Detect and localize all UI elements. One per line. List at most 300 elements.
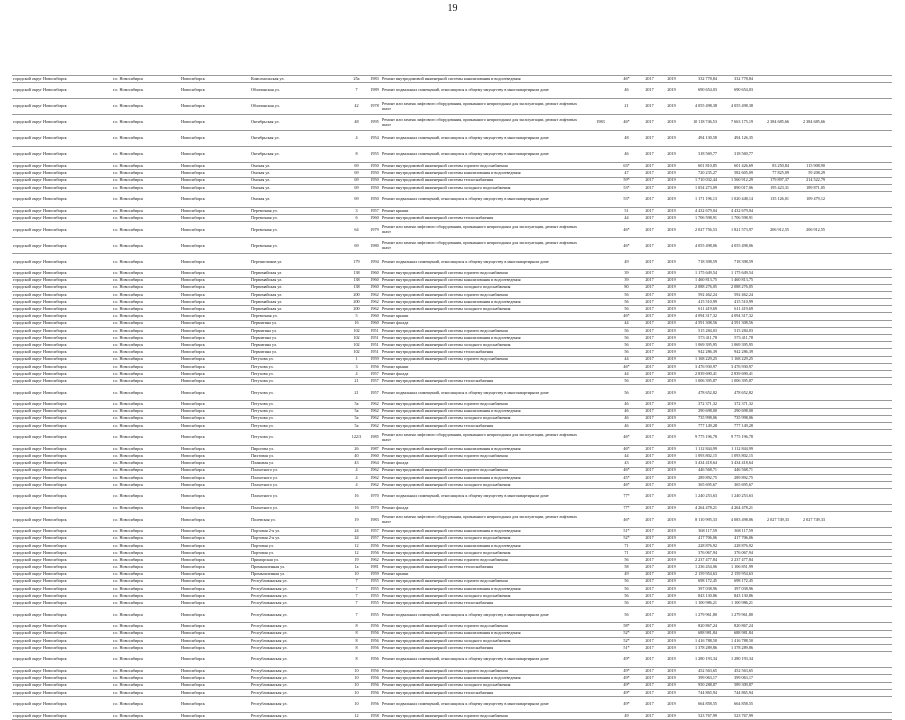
total-cost-cell: 1 100 986,21 (695, 601, 717, 606)
work-type-cell: Ремонт или замена лифтового оборудования, признанного непригодным для эксплуатации, ремонт лифтовых шахт (382, 241, 578, 250)
locality-cell: Новосибирск (181, 104, 205, 109)
city-district-cell: г.о. Новосибирск (113, 227, 144, 232)
locality-cell: Новосибирск (181, 572, 205, 577)
build-year-cell: 1956 (370, 364, 379, 369)
cost-part-1-cell: 365 695,67 (734, 482, 753, 487)
total-cost-cell: 820 867,24 (698, 624, 717, 629)
street-cell: Плахотного ул. (251, 494, 278, 499)
build-year-cell: 1950 (370, 178, 379, 183)
street-cell: Омская ул. (251, 163, 271, 168)
end-year-cell: 2019 (667, 350, 676, 355)
city-district-cell: г.о. Новосибирск (113, 197, 144, 202)
work-type-cell: Ремонт внутридомовой инженерной системы канализования и водоотведения (382, 529, 521, 534)
total-cost-cell: 843 130,86 (698, 593, 717, 598)
street-cell: Плахотного ул. (251, 475, 278, 480)
cost-part-1-cell: 690 654,03 (734, 88, 753, 93)
total-cost-cell: 415 510,99 (698, 299, 717, 304)
city-district-cell: г.о. Новосибирск (113, 378, 144, 383)
table-row (12, 82, 892, 98)
city-district-cell: г.о. Новосибирск (113, 572, 144, 577)
table-row (12, 467, 892, 474)
total-cost-cell: 397 038,96 (698, 586, 717, 591)
street-cell: Первомайская ул. (251, 299, 283, 304)
build-year-cell: 1956 (370, 683, 379, 688)
district-cell: городской округ Новосибирск (13, 638, 67, 643)
district-cell: городской округ Новосибирск (13, 550, 67, 555)
table-row (12, 459, 892, 466)
house-number-cell: 64 (354, 227, 359, 232)
table-row (12, 114, 892, 130)
cost-part-1-cell: 1 168 229,25 (731, 357, 753, 362)
quantity-cell: 49* (623, 690, 630, 695)
cost-part-2-cell: 135 126,01 (770, 197, 789, 202)
quantity-cell: 46* (623, 243, 630, 248)
quantity-cell: 56 (624, 557, 629, 562)
start-year-cell: 2017 (645, 178, 654, 183)
cost-part-1-cell: 1 706 598,91 (731, 215, 753, 220)
district-cell: городской округ Новосибирск (13, 543, 67, 548)
quantity-cell: 49* (623, 668, 630, 673)
street-cell: Портовая ул. (251, 543, 274, 548)
cost-part-1-cell: 777 149,28 (734, 423, 753, 428)
work-type-cell: Ремонт внутридомовой инженерной системы канализования и водоотведения (382, 543, 521, 548)
end-year-cell: 2019 (667, 215, 676, 220)
city-district-cell: г.о. Новосибирск (113, 550, 144, 555)
street-cell: Республиканская ул. (251, 657, 288, 662)
cost-part-1-cell: 2 088 276,05 (731, 285, 753, 290)
work-type-cell: Ремонт внутридомовой инженерной системы холодного водоснабжения (382, 416, 511, 421)
table-row (12, 277, 892, 284)
locality-cell: Новосибирск (181, 638, 205, 643)
city-district-cell: г.о. Новосибирск (113, 292, 144, 297)
start-year-cell: 2017 (645, 494, 654, 499)
street-cell: Портовая ул. (251, 550, 274, 555)
quantity-cell: 49 (624, 713, 629, 718)
locality-cell: Новосибирск (181, 612, 205, 617)
work-type-cell: Ремонт внутридомовой инженерной системы канализования и водоотведения (382, 409, 521, 414)
build-year-cell: 1960 (370, 285, 379, 290)
city-district-cell: г.о. Новосибирск (113, 475, 144, 480)
quantity-cell: 49* (623, 657, 630, 662)
locality-cell: Новосибирск (181, 482, 205, 487)
city-district-cell: г.о. Новосибирск (113, 461, 144, 466)
work-type-cell: Ремонт подвальных помещений, относящихся к общему имуществу в многоквартирном доме (382, 88, 549, 93)
work-type-cell: Ремонт внутридомовой инженерной системы теплоснабжения (382, 423, 494, 428)
work-type-cell: Ремонт внутридомовой инженерной системы холодного водоснабжения (382, 482, 511, 487)
quantity-cell: 49 (624, 259, 629, 264)
street-cell: Республиканская ул. (251, 631, 288, 636)
house-number-cell: 43 (354, 461, 359, 466)
build-year-cell: 1956 (370, 690, 379, 695)
start-year-cell: 2017 (645, 307, 654, 312)
cost-part-1-cell: 9 775 196,78 (731, 435, 753, 440)
end-year-cell: 2019 (667, 579, 676, 584)
end-year-cell: 2019 (667, 550, 676, 555)
street-cell: Портовая 2-я ул. (251, 529, 281, 534)
total-cost-cell: 698 172,45 (698, 579, 717, 584)
city-district-cell: г.о. Новосибирск (113, 163, 144, 168)
work-type-cell: Ремонт или замена лифтового оборудования, признанного непригодным для эксплуатации, ремонт лифтовых шахт (382, 118, 578, 127)
cost-part-3-cell: 59 208,29 (808, 171, 825, 176)
quantity-cell: 77* (623, 505, 630, 510)
house-number-cell: 200 (353, 292, 360, 297)
district-cell: городской округ Новосибирск (13, 271, 67, 276)
cost-part-1-cell: 1 560 912,29 (731, 178, 753, 183)
quantity-cell: 56 (624, 579, 629, 584)
table-row (12, 75, 892, 82)
locality-cell: Новосибирск (181, 645, 205, 650)
start-year-cell: 2017 (645, 371, 654, 376)
work-type-cell: Ремонт крыши (382, 314, 409, 319)
total-cost-cell: 1 240 253,63 (695, 494, 717, 499)
city-district-cell: г.о. Новосибирск (113, 402, 144, 407)
street-cell: Пермитина ул. (251, 321, 278, 326)
build-year-cell: 1951 (370, 335, 379, 340)
total-cost-cell: 1 416 788,50 (695, 638, 717, 643)
total-cost-cell: 10 118 746,53 (693, 120, 717, 125)
street-cell: Республиканская ул. (251, 683, 288, 688)
end-year-cell: 2019 (667, 152, 676, 157)
quantity-cell: 44 (624, 321, 629, 326)
start-year-cell: 2017 (645, 612, 654, 617)
district-cell: городской округ Новосибирск (13, 243, 67, 248)
build-year-cell: 1959 (370, 357, 379, 362)
district-cell: городской округ Новосибирск (13, 364, 67, 369)
cost-part-1-cell: 399 063,17 (734, 676, 753, 681)
district-cell: городской округ Новосибирск (13, 350, 67, 355)
city-district-cell: г.о. Новосибирск (113, 178, 144, 183)
house-number-cell: 102 (353, 342, 360, 347)
quantity-cell: 46* (623, 76, 630, 81)
locality-cell: Новосибирск (181, 314, 205, 319)
city-district-cell: г.о. Новосибирск (113, 536, 144, 541)
work-type-cell: Ремонт внутридомовой инженерной системы теплоснабжения (382, 565, 494, 570)
district-cell: городской округ Новосибирск (13, 475, 67, 480)
cost-part-3-cell: 206 912,55 (806, 227, 825, 232)
city-district-cell: г.о. Новосибирск (113, 185, 144, 190)
start-year-cell: 2017 (645, 409, 654, 414)
total-cost-cell: 376 067,94 (698, 550, 717, 555)
quantity-cell: 53* (623, 185, 630, 190)
cost-part-1-cell: 228 876,92 (734, 543, 753, 548)
locality-cell: Новосибирск (181, 357, 205, 362)
total-cost-cell: 950 288,87 (698, 683, 717, 688)
district-cell: городской округ Новосибирск (13, 601, 67, 606)
house-number-cell: 7 (355, 612, 358, 617)
start-year-cell: 2017 (645, 668, 654, 673)
total-cost-cell: 4 094 317,32 (695, 314, 717, 319)
end-year-cell: 2019 (667, 543, 676, 548)
table-row (12, 146, 892, 162)
build-year-cell: 1962 (370, 299, 379, 304)
district-cell: городской округ Новосибирск (13, 227, 67, 232)
house-number-cell: 4 (355, 371, 358, 376)
house-number-cell: 69 (354, 243, 359, 248)
cost-part-1-cell: 372 371,32 (734, 402, 753, 407)
cost-part-1-cell: 1 112 844,99 (731, 446, 753, 451)
start-year-cell: 2017 (645, 328, 654, 333)
start-year-cell: 2017 (645, 683, 654, 688)
work-type-cell: Ремонт внутридомовой инженерной системы горячего водоснабжения (382, 402, 508, 407)
street-cell: Первомайская ул. (251, 278, 283, 283)
table-row (12, 599, 892, 606)
city-district-cell: г.о. Новосибирск (113, 586, 144, 591)
total-cost-cell: 720 235,27 (698, 171, 717, 176)
cost-part-3-cell: 2 384 685,66 (803, 120, 825, 125)
street-cell: Республиканская ул. (251, 676, 288, 681)
start-year-cell: 2017 (645, 208, 654, 213)
table-row (12, 327, 892, 334)
cost-part-1-cell: 601 426,69 (734, 163, 753, 168)
district-cell: городской округ Новосибирск (13, 557, 67, 562)
locality-cell: Новосибирск (181, 378, 205, 383)
build-year-cell: 1985 (370, 435, 379, 440)
house-number-cell: 7 (355, 88, 358, 93)
cost-part-1-cell: 397 038,96 (734, 586, 753, 591)
total-cost-cell: 368 117,59 (698, 529, 717, 534)
work-type-cell: Ремонт фасада (382, 505, 409, 510)
table-row (12, 637, 892, 644)
table-row (12, 184, 892, 191)
table-row (12, 214, 892, 221)
work-type-cell: Ремонт внутридомовой инженерной системы горячего водоснабжения (382, 468, 508, 473)
table-row (12, 191, 892, 207)
quantity-cell: 71 (624, 543, 629, 548)
cost-part-1-cell: 592 462,24 (734, 292, 753, 297)
district-cell: городской округ Новосибирск (13, 292, 67, 297)
build-year-cell: 1983 (370, 76, 379, 81)
work-type-cell: Ремонт внутридомовой инженерной системы теплоснабжения (382, 601, 494, 606)
house-number-cell: 4 (355, 482, 358, 487)
end-year-cell: 2019 (667, 557, 676, 562)
locality-cell: Новосибирск (181, 683, 205, 688)
locality-cell: Новосибирск (181, 454, 205, 459)
table-row (12, 667, 892, 674)
district-cell: городской округ Новосибирск (13, 565, 67, 570)
locality-cell: Новосибирск (181, 285, 205, 290)
locality-cell: Новосибирск (181, 543, 205, 548)
table-row (12, 221, 892, 237)
cost-part-1-cell: 368 117,59 (734, 529, 753, 534)
start-year-cell: 2017 (645, 321, 654, 326)
locality-cell: Новосибирск (181, 243, 205, 248)
cost-part-1-cell: 843 130,86 (734, 593, 753, 598)
locality-cell: Новосибирск (181, 475, 205, 480)
table-row (12, 682, 892, 689)
quantity-cell: 56 (624, 390, 629, 395)
cost-part-1-cell: 573 411,78 (734, 335, 753, 340)
end-year-cell: 2019 (667, 645, 676, 650)
end-year-cell: 2019 (667, 586, 676, 591)
start-year-cell: 2017 (645, 435, 654, 440)
table-row (12, 549, 892, 556)
end-year-cell: 2019 (667, 364, 676, 369)
house-number-cell: 8 (355, 638, 358, 643)
total-cost-cell: 3 434 418,64 (695, 461, 717, 466)
street-cell: Республиканская ул. (251, 593, 288, 598)
start-year-cell: 2017 (645, 517, 654, 522)
total-cost-cell: 1 112 844,99 (695, 446, 717, 451)
table-row (12, 651, 892, 667)
cost-part-1-cell: 332 778,84 (734, 76, 753, 81)
district-cell: городской округ Новосибирск (13, 335, 67, 340)
quantity-cell: 46* (623, 446, 630, 451)
city-district-cell: г.о. Новосибирск (113, 645, 144, 650)
build-year-cell: 1955 (370, 601, 379, 606)
start-year-cell: 2017 (645, 227, 654, 232)
build-year-cell: 1994 (370, 259, 379, 264)
end-year-cell: 2019 (667, 690, 676, 695)
house-number-cell: 10 (354, 690, 359, 695)
district-cell: городской округ Новосибирск (13, 676, 67, 681)
district-cell: городской округ Новосибирск (13, 572, 67, 577)
locality-cell: Новосибирск (181, 713, 205, 718)
locality-cell: Новосибирск (181, 342, 205, 347)
table-row (12, 674, 892, 681)
build-year-cell: 1978 (370, 104, 379, 109)
city-district-cell: г.о. Новосибирск (113, 357, 144, 362)
street-cell: Первомайская ул. (251, 292, 283, 297)
total-cost-cell: 744 865,94 (698, 690, 717, 695)
house-number-cell: 21 (354, 378, 359, 383)
street-cell: Петухова ул. (251, 423, 274, 428)
district-cell: городской округ Новосибирск (13, 645, 67, 650)
street-cell: Пермитина ул. (251, 328, 278, 333)
locality-cell: Новосибирск (181, 271, 205, 276)
locality-cell: Новосибирск (181, 136, 205, 141)
cost-part-1-cell: 1 280 193,34 (731, 657, 753, 662)
total-cost-cell: 523 767,99 (698, 713, 717, 718)
work-type-cell: Ремонт крыши (382, 364, 409, 369)
house-number-cell: 69 (354, 171, 359, 176)
cost-part-2-cell: 2 384 685,66 (767, 120, 789, 125)
locality-cell: Новосибирск (181, 227, 205, 232)
street-cell: Петухова ул. (251, 390, 274, 395)
build-year-cell: 1962 (370, 557, 379, 562)
street-cell: Приморская ул. (251, 557, 279, 562)
house-number-cell: 25а (353, 76, 360, 81)
cost-part-1-cell: 589 309,87 (734, 683, 753, 688)
build-year-cell: 1957 (370, 378, 379, 383)
build-year-cell: 1981 (370, 565, 379, 570)
start-year-cell: 2017 (645, 631, 654, 636)
district-cell: городской округ Новосибирск (13, 88, 67, 93)
street-cell: Республиканская ул. (251, 702, 288, 707)
total-cost-cell: 372 371,32 (698, 402, 717, 407)
total-cost-cell: 1 168 229,25 (695, 357, 717, 362)
start-year-cell: 2017 (645, 454, 654, 459)
start-year-cell: 2017 (645, 638, 654, 643)
quantity-cell: 56 (624, 612, 629, 617)
house-number-cell: 5а (354, 409, 359, 414)
city-district-cell: г.о. Новосибирск (113, 328, 144, 333)
locality-cell: Новосибирск (181, 505, 205, 510)
end-year-cell: 2019 (667, 494, 676, 499)
total-cost-cell: 573 411,78 (698, 335, 717, 340)
house-number-cell: 8 (355, 624, 358, 629)
locality-cell: Новосибирск (181, 171, 205, 176)
district-cell: городской округ Новосибирск (13, 197, 67, 202)
work-type-cell: Ремонт подвальных помещений, относящихся к общему имуществу в многоквартирном доме (382, 136, 549, 141)
street-cell: Плановая ул. (251, 461, 275, 466)
quantity-cell: 49* (623, 676, 630, 681)
locality-cell: Новосибирск (181, 423, 205, 428)
end-year-cell: 2019 (667, 185, 676, 190)
house-number-cell: 16 (354, 494, 359, 499)
cost-part-1-cell: 1 106 851,99 (731, 565, 753, 570)
city-district-cell: г.о. Новосибирск (113, 557, 144, 562)
end-year-cell: 2019 (667, 171, 676, 176)
total-cost-cell: 4 264 478,21 (695, 505, 717, 510)
work-type-cell: Ремонт крыши (382, 208, 409, 213)
build-year-cell: 1960 (370, 454, 379, 459)
district-cell: городской округ Новосибирск (13, 668, 67, 673)
street-cell: Плахотного ул. (251, 505, 278, 510)
work-type-cell: Ремонт внутридомовой инженерной системы горячего водоснабжения (382, 357, 508, 362)
locality-cell: Новосибирск (181, 517, 205, 522)
city-district-cell: г.о. Новосибирск (113, 243, 144, 248)
work-type-cell: Ремонт внутридомовой инженерной системы холодного водоснабжения (382, 683, 511, 688)
end-year-cell: 2019 (667, 342, 676, 347)
cost-part-1-cell: 611 419,69 (734, 307, 753, 312)
end-year-cell: 2019 (667, 657, 676, 662)
street-cell: Петухова ул. (251, 402, 274, 407)
city-district-cell: г.о. Новосибирск (113, 593, 144, 598)
work-type-cell: Ремонт или замена лифтового оборудования, признанного непригодным для эксплуатации, ремонт лифтовых шахт (382, 515, 578, 524)
build-year-cell: 1960 (370, 215, 379, 220)
total-cost-cell: 2 839 690,41 (695, 371, 717, 376)
work-type-cell: Ремонт внутридомовой инженерной системы холодного водоснабжения (382, 342, 511, 347)
street-cell: Республиканская ул. (251, 690, 288, 695)
house-number-cell: 200 (353, 299, 360, 304)
build-year-cell: 1957 (370, 371, 379, 376)
city-district-cell: г.о. Новосибирск (113, 579, 144, 584)
house-number-cell: 8 (355, 152, 358, 157)
table-row (12, 98, 892, 114)
quantity-cell: 46 (624, 416, 629, 421)
street-cell: Петухова ул. (251, 416, 274, 421)
city-district-cell: г.о. Новосибирск (113, 371, 144, 376)
table-row (12, 334, 892, 341)
quantity-cell: 39 (624, 271, 629, 276)
end-year-cell: 2019 (667, 299, 676, 304)
cost-part-1-cell: 478 652,82 (734, 390, 753, 395)
district-cell: городской округ Новосибирск (13, 178, 67, 183)
house-number-cell: 24 (354, 529, 359, 534)
street-cell: Пермитина ул. (251, 350, 278, 355)
work-type-cell: Ремонт внутридомовой инженерной системы горячего водоснабжения (382, 328, 508, 333)
street-cell: Республиканская ул. (251, 601, 288, 606)
start-year-cell: 2017 (645, 136, 654, 141)
work-type-cell: Ремонт внутридомовой инженерной системы горячего водоснабжения (382, 624, 508, 629)
street-cell: Промышленная ул. (251, 565, 286, 570)
work-type-cell: Ремонт внутридомовой инженерной системы канализования и водоотведения (382, 631, 521, 636)
build-year-cell: 1957 (370, 390, 379, 395)
house-number-cell: 10 (354, 702, 359, 707)
locality-cell: Новосибирск (181, 321, 205, 326)
total-cost-cell: 3 476 930,97 (695, 364, 717, 369)
district-cell: городской округ Новосибирск (13, 702, 67, 707)
build-year-cell: 1959 (370, 572, 379, 577)
quantity-cell: 58 (624, 565, 629, 570)
house-number-cell: 8 (355, 645, 358, 650)
work-type-cell: Ремонт внутридомовой инженерной системы канализования и водоотведения (382, 475, 521, 480)
district-cell: городской округ Новосибирск (13, 409, 67, 414)
cost-part-1-cell: 688 981,84 (734, 631, 753, 636)
total-cost-cell: 664 858,55 (698, 702, 717, 707)
total-cost-cell: 8 110 995,33 (695, 517, 717, 522)
work-type-cell: Ремонт подвальных помещений, относящихся к общему имуществу в многоквартирном доме (382, 657, 549, 662)
